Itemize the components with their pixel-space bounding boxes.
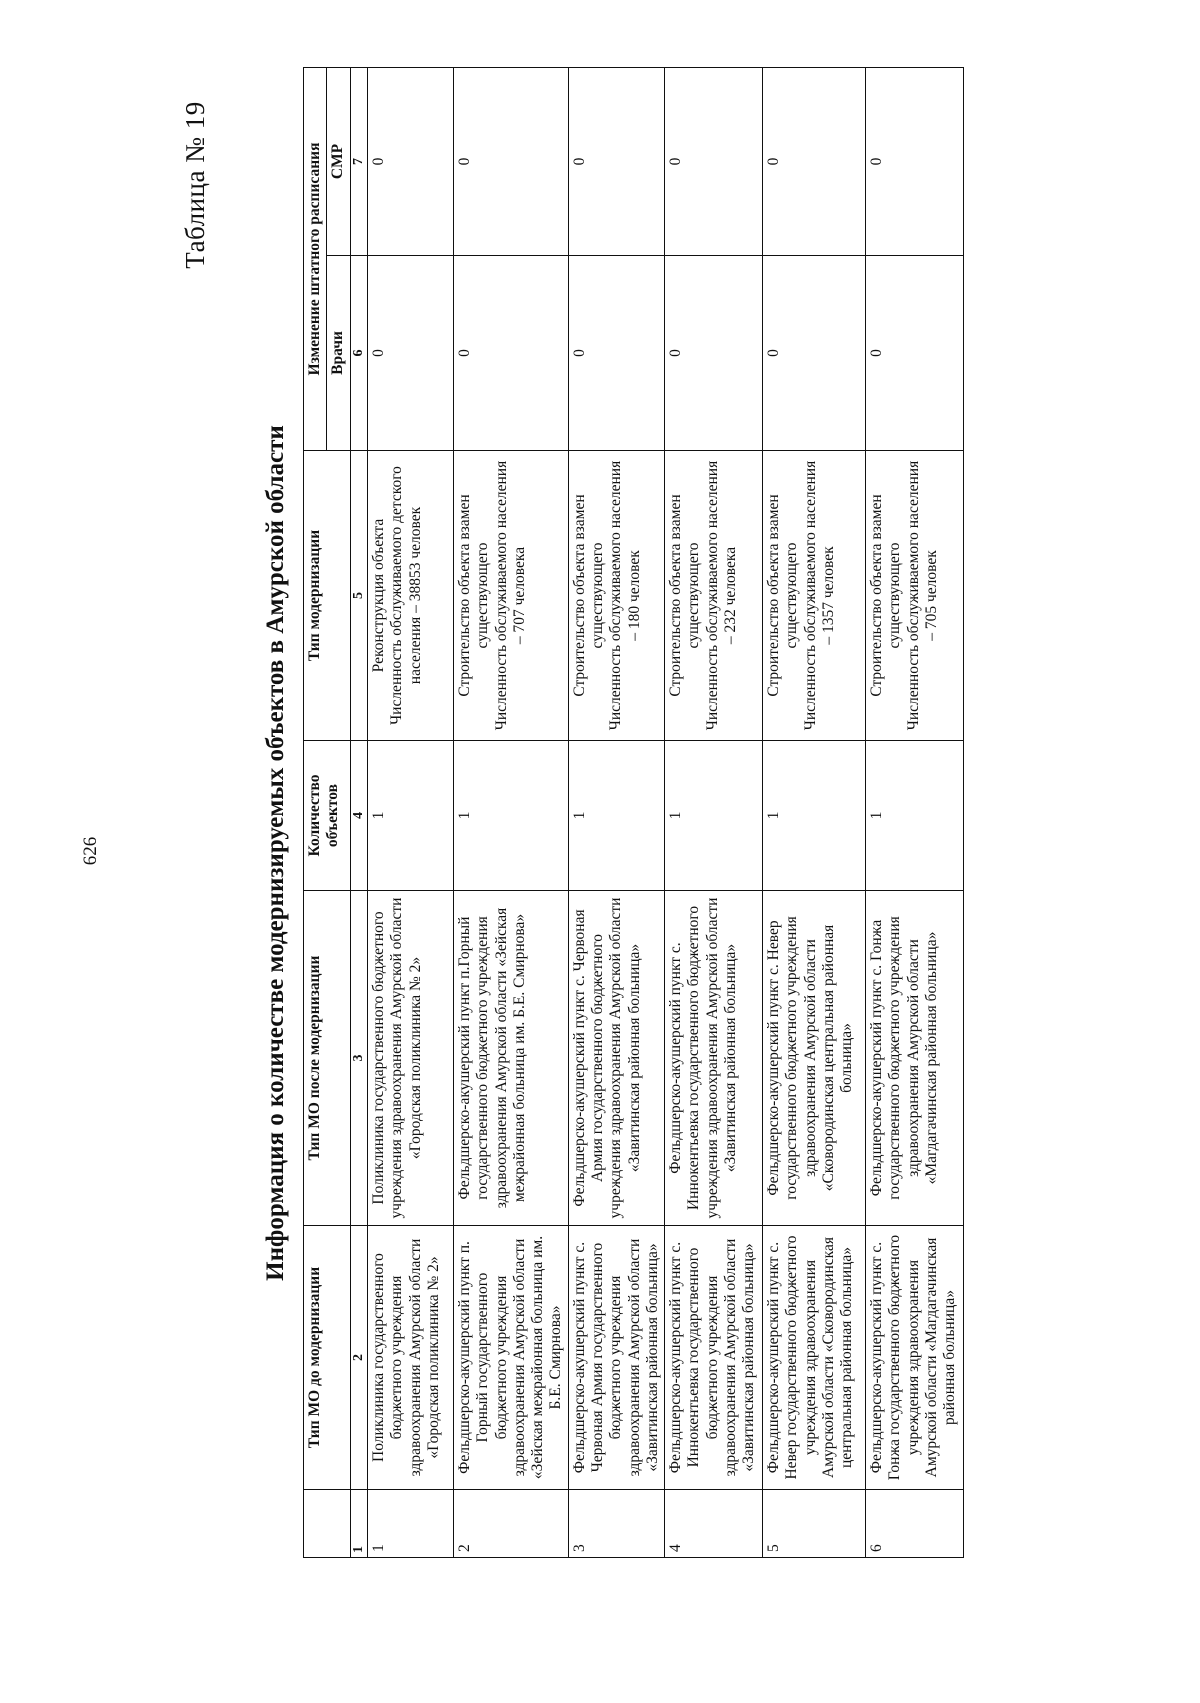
modernization-type-line: Численность обслуживаемого населения – 707 человека xyxy=(492,460,528,731)
table-row xyxy=(568,67,664,1557)
doctors-cell: 0 xyxy=(763,256,866,451)
modernization-type-line: Численность обслуживаемого населения – 705 человек xyxy=(904,460,941,731)
object-count-cell: 1 xyxy=(665,741,763,891)
table-row xyxy=(866,67,964,1557)
modernization-type-line: Численность обслуживаемого детского населения – 38853 человек xyxy=(388,466,424,725)
modernization-type-line: Численность обслуживаемого населения – 1357 человек xyxy=(801,460,838,731)
row-number: 4 xyxy=(665,1490,763,1558)
smr-cell: 0 xyxy=(568,67,664,255)
header-type: Тип модернизации xyxy=(304,451,351,741)
smr-cell: 0 xyxy=(763,67,866,255)
column-number: 7 xyxy=(350,67,368,255)
modernization-type-cell xyxy=(368,451,454,741)
type-before-cell: Поликлиника государственного бюджетного учреждения здравоохранения Амурской области «Городская поликлиника № 2» xyxy=(368,1226,454,1490)
object-count-cell: 1 xyxy=(866,741,964,891)
type-after-cell: Фельдшерско-акушерский пункт п.Горный государственного бюджетного учреждения здравоохранения Амурской области «Зейская межрайонная больница им. Б.Е. Смирнова» xyxy=(454,891,569,1226)
row-number: 6 xyxy=(866,1490,964,1558)
column-number: 3 xyxy=(350,891,368,1226)
smr-cell: 0 xyxy=(665,67,763,255)
modernization-type-line: Строительство объекта взамен существующего xyxy=(667,494,703,697)
column-number: 6 xyxy=(350,256,368,451)
modernization-type-line: Строительство объекта взамен существующего xyxy=(456,494,492,697)
type-before-cell: Фельдшерско-акушерский пункт п. Горный государственного бюджетного учреждения здравоохранения Амурской области «Зейская межрайонная больница им. Б.Е. Смирнова» xyxy=(454,1226,569,1490)
header-after: Тип МО после модернизации xyxy=(304,891,351,1226)
header-staff-change: Изменение штатного расписания xyxy=(304,67,327,450)
doctors-cell: 0 xyxy=(866,256,964,451)
type-before-cell: Фельдшерско-акушерский пункт с. Невер государственного бюджетного учреждения здравоохранения Амурской области «Сковородинская центральная районная больница» xyxy=(763,1226,866,1490)
modernization-type-cell xyxy=(763,451,866,741)
doctors-cell: 0 xyxy=(368,256,454,451)
modernization-type-cell xyxy=(454,451,569,741)
modernization-table xyxy=(303,67,964,1558)
document-title: Информация о количестве модернизируемых объектов в Амурской области xyxy=(262,425,289,1281)
modernization-type-cell xyxy=(866,451,964,741)
column-number: 5 xyxy=(350,451,368,741)
header-count: Количество объектов xyxy=(304,741,351,891)
modernization-type-cell xyxy=(665,451,763,741)
header-no xyxy=(304,1490,351,1558)
type-before-cell: Фельдшерско-акушерский пункт с. Червоная Армия государственного бюджетного учреждения здравоохранения Амурской области «Завитинская районная больница» xyxy=(568,1226,664,1490)
header-smr: СМР xyxy=(327,67,350,255)
header-doctors: Врачи xyxy=(327,256,350,451)
modernization-type-line: Строительство объекта взамен существующего xyxy=(570,494,607,697)
modernization-type-line: Строительство объекта взамен существующего xyxy=(765,494,801,697)
type-before-cell: Фельдшерско-акушерский пункт с. Гонжа государственного бюджетного учреждения здравоохранения Амурской области «Магдагачинская районная больница» xyxy=(866,1226,964,1490)
page-number: 626 xyxy=(80,836,101,866)
header-before: Тип МО до модернизации xyxy=(304,1226,351,1490)
table-row xyxy=(368,67,454,1557)
smr-cell: 0 xyxy=(866,67,964,255)
row-number: 3 xyxy=(568,1490,664,1558)
object-count-cell: 1 xyxy=(568,741,664,891)
object-count-cell: 1 xyxy=(454,741,569,891)
type-after-cell: Поликлиника государственного бюджетного учреждения здравоохранения Амурской области «Городская поликлиника № 2» xyxy=(368,891,454,1226)
column-number-row xyxy=(350,67,368,1557)
doctors-cell: 0 xyxy=(568,256,664,451)
modernization-type-line: Численность обслуживаемого населения – 232 человека xyxy=(703,460,740,731)
column-number: 4 xyxy=(350,741,368,891)
table-row xyxy=(665,67,763,1557)
row-number: 5 xyxy=(763,1490,866,1558)
type-after-cell: Фельдшерско-акушерский пункт с. Гонжа государственного бюджетного учреждения здравоохранения Амурской области «Магдагачинская районная больница» xyxy=(866,891,964,1226)
doctors-cell: 0 xyxy=(454,256,569,451)
header-row xyxy=(304,67,327,1557)
column-number: 2 xyxy=(350,1226,368,1490)
type-after-cell: Фельдшерско-акушерский пункт с. Иннокентьевка государственного бюджетного учреждения здравоохранения Амурской области «Завитинская районная больница» xyxy=(665,891,763,1226)
table-row xyxy=(763,67,866,1557)
modernization-type-line: Реконструкция объекта xyxy=(370,518,388,673)
modernization-type-line: Строительство объекта взамен существующего xyxy=(868,494,904,697)
type-after-cell: Фельдшерско-акушерский пункт с. Червоная Армия государственного бюджетного учреждения здравоохранения Амурской области «Завитинская районная больница» xyxy=(568,891,664,1226)
smr-cell: 0 xyxy=(454,67,569,255)
table-label: Таблица № 19 xyxy=(180,101,210,269)
object-count-cell: 1 xyxy=(763,741,866,891)
object-count-cell: 1 xyxy=(368,741,454,891)
modernization-type-line: Численность обслуживаемого населения – 180 человек xyxy=(607,460,643,731)
row-number: 2 xyxy=(454,1490,569,1558)
column-number: 1 xyxy=(350,1490,368,1558)
type-after-cell: Фельдшерско-акушерский пункт с. Невер государственного бюджетного учреждения здравоохранения Амурской области «Сковородинская центральная районная больница» xyxy=(763,891,866,1226)
row-number: 1 xyxy=(368,1490,454,1558)
doctors-cell: 0 xyxy=(665,256,763,451)
table-row xyxy=(454,67,569,1557)
smr-cell: 0 xyxy=(368,67,454,255)
modernization-type-cell xyxy=(568,451,664,741)
type-before-cell: Фельдшерско-акушерский пункт с. Иннокентьевка государственного бюджетного учреждения здравоохранения Амурской области «Завитинская районная больница» xyxy=(665,1226,763,1490)
